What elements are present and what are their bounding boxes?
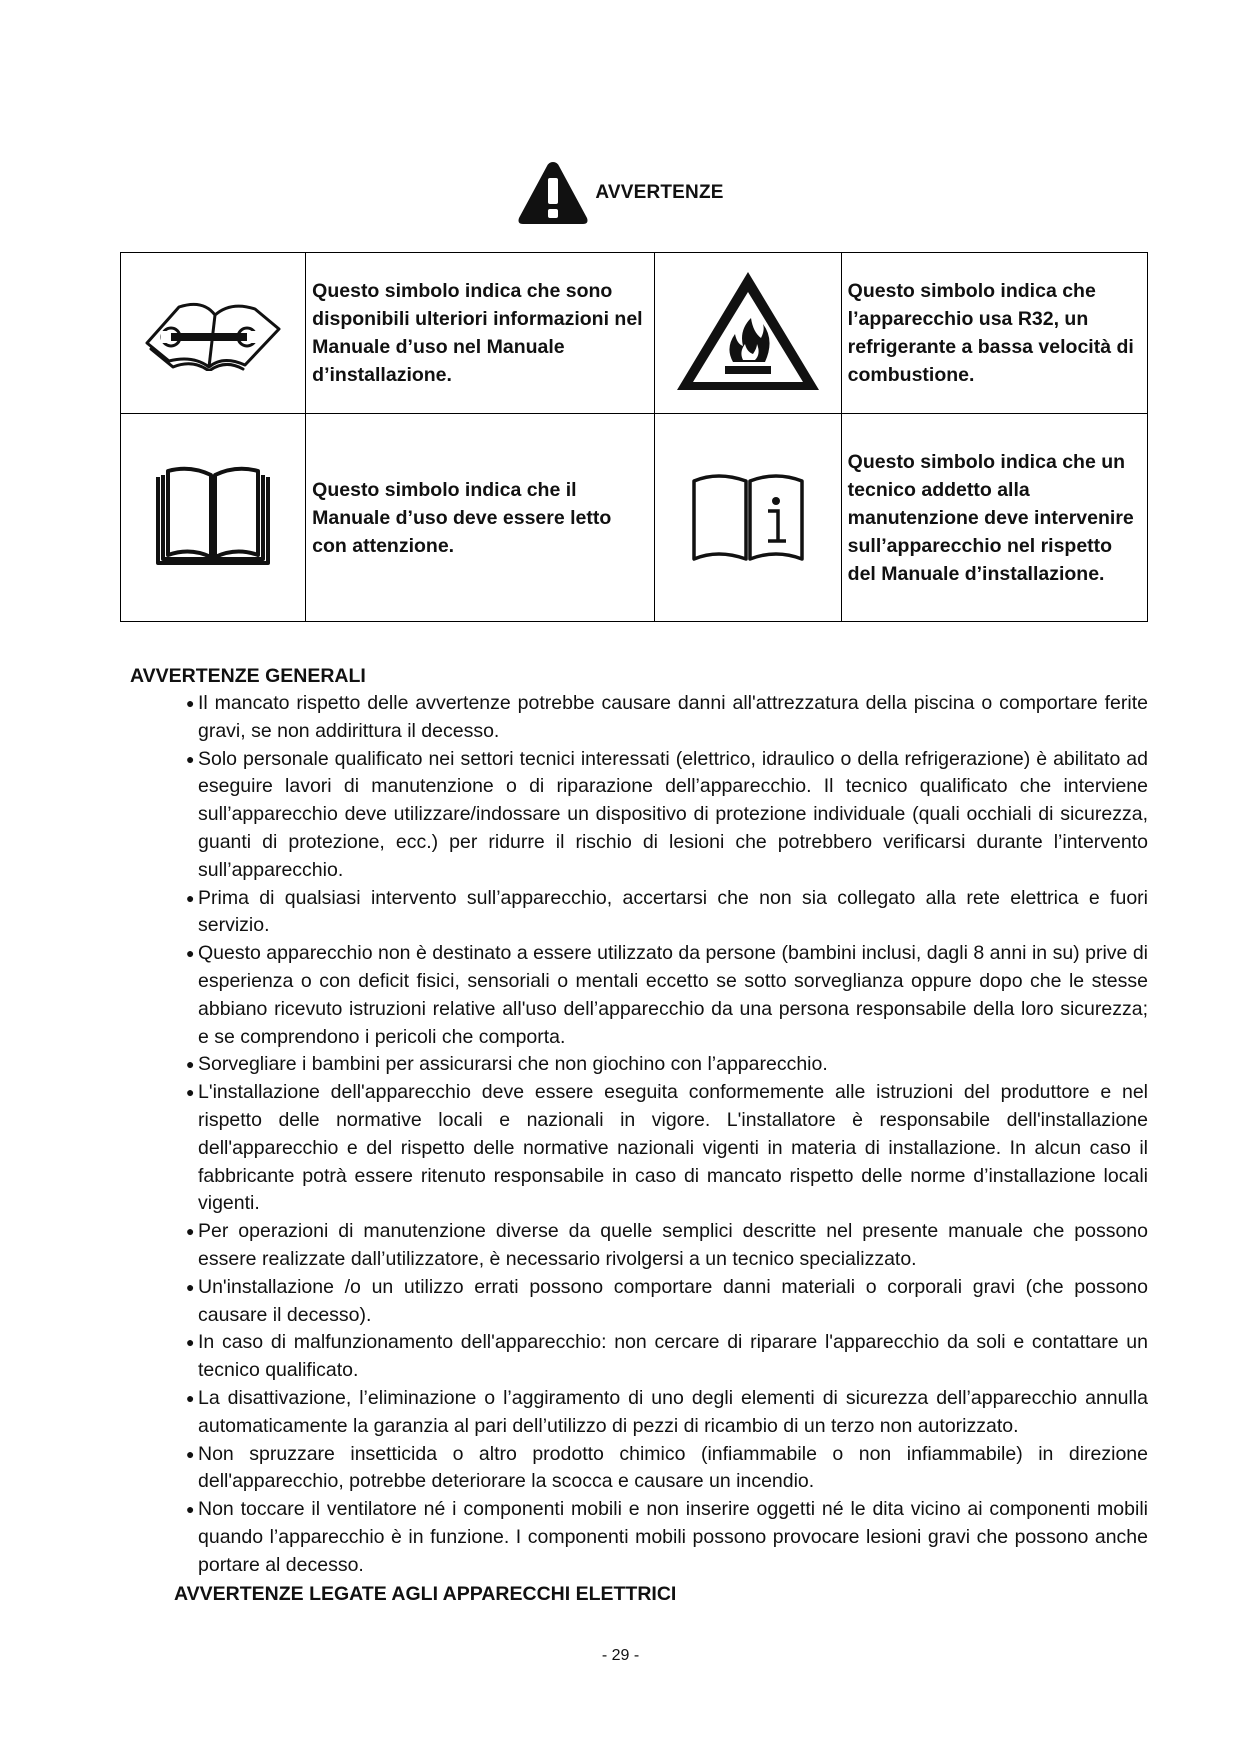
- symbol-cell: [121, 414, 306, 622]
- symbol-description: Questo simbolo indica che il Manuale d’uso deve essere letto con attenzione.: [306, 414, 654, 622]
- section-title: AVVERTENZE GENERALI: [130, 665, 366, 687]
- book-wrench-icon: [143, 291, 283, 371]
- symbol-description: Questo simbolo indica che un tecnico addetto alla manutenzione deve intervenire sull’apparecchio nel rispetto del Manuale d’installazione.: [841, 414, 1147, 622]
- info-manual-icon: [690, 467, 806, 563]
- list-item: ● Il mancato rispetto delle avvertenze potrebbe causare danni all'attrezzatura della piscina o comportare ferite gravi, se non addirittura il decesso.: [186, 692, 1148, 742]
- list-item: ● Non spruzzare insetticida o altro prodotto chimico (infiammabile o non infiammabile) in direzione dell'apparecchio, potrebbe deteriorare la scocca e causare un incendio.: [186, 1442, 1148, 1493]
- list-item: ● In caso di malfunzionamento dell'apparecchio: non cercare di riparare l'apparecchio da soli e contattare un tecnico qualificato.: [186, 1331, 1148, 1382]
- bullet-icon: ●: [186, 1084, 195, 1101]
- page-title: AVVERTENZE: [595, 182, 724, 203]
- list-item: ● Prima di qualsiasi intervento sull’apparecchio, accertarsi che non sia collegato alla rete elettrica e fuori servizio.: [186, 886, 1148, 937]
- bullet-icon: ●: [186, 750, 195, 767]
- list-item: ● Sorvegliare i bambini per assicurarsi che non giochino con l’apparecchio.: [186, 1051, 1148, 1079]
- list-item: ● Questo apparecchio non è destinato a essere utilizzato da persone (bambini inclusi, dagli 8 anni in su) prive di esperienza o con deficit fisici, sensoriali o mentali eccetto se sotto sorveglianza oppure dopo che le stesse abbiano ricevuto istruzioni relative all'uso dell’apparecchio da una persona responsabile della loro sicurezza; e se comprendono i pericoli che comporta.: [186, 942, 1148, 1048]
- bullet-icon: ●: [186, 1278, 195, 1295]
- symbols-row: [121, 253, 1148, 414]
- symbol-cell: [121, 253, 306, 414]
- list-item: ● Per operazioni di manutenzione diverse da quelle semplici descritte nel presente manuale che possono essere realizzate dall’utilizzatore, è necessario rivolgersi a un tecnico specializzato.: [186, 1220, 1148, 1270]
- symbol-cell: [654, 253, 841, 414]
- bullet-icon: ●: [186, 1334, 195, 1351]
- bullet-icon: ●: [186, 1445, 195, 1462]
- symbol-description: Questo simbolo indica che l’apparecchio usa R32, un refrigerante a bassa velocità di combustione.: [841, 253, 1147, 414]
- bullet-icon: ●: [186, 889, 195, 906]
- symbol-description: Questo simbolo indica che sono disponibili ulteriori informazioni nel Manuale d’uso nel Manuale d’installazione.: [306, 253, 654, 414]
- bullet-icon: ●: [186, 1223, 195, 1240]
- bullet-icon: ●: [186, 1501, 195, 1518]
- warnings-list: [130, 690, 1148, 1580]
- bullet-icon: ●: [186, 1389, 195, 1406]
- warning-triangle-icon: [517, 160, 589, 226]
- bullet-icon: ●: [186, 1056, 195, 1073]
- symbols-row: [121, 414, 1148, 622]
- bullet-icon: ●: [186, 945, 195, 962]
- symbols-table: [120, 252, 1148, 622]
- flammable-warning-icon: [673, 268, 823, 394]
- list-item: ● L'installazione dell'apparecchio deve essere eseguita conformemente alle istruzioni del produttore e nel rispetto delle normative locali e nazionali in vigore. L'installatore è responsabile dell'installazione dell'apparecchio e del rispetto delle normative nazionali vigenti in materia di installazione. In alcun caso il fabbricante potrà essere ritenuto responsabile in caso di mancato rispetto delle norme d’installazione locali vigenti.: [186, 1081, 1148, 1215]
- list-item: ● Non toccare il ventilatore né i componenti mobili e non inserire oggetti né le dita vicino ai componenti mobili quando l’apparecchio è in funzione. I componenti mobili possono provocare lesioni gravi che possono anche portare al decesso.: [186, 1498, 1148, 1576]
- list-item: ● La disattivazione, l’eliminazione o l’aggiramento di uno degli elementi di sicurezza dell’apparecchio annulla automaticamente la garanzia al pari dell’utilizzo di pezzi di ricambio di un terzo non autorizzato.: [186, 1386, 1148, 1437]
- page-header: [0, 160, 1241, 226]
- list-item: ● Solo personale qualificato nei settori tecnici interessati (elettrico, idraulico o della refrigerazione) è abilitato ad eseguire lavori di manutenzione o di riparazione dell’apparecchio. Il tecnico qualificato che interviene sull’apparecchio deve utilizzare/indossare un dispositivo di protezione individuale (quali occhiali di sicurezza, guanti di protezione, ecc.) per ridurre il rischio di lesioni che potrebbero verificarsi durante l’intervento sull’apparecchio.: [186, 747, 1148, 881]
- open-manual-icon: [154, 463, 272, 567]
- page-number: - 29 -: [601, 1647, 640, 1664]
- general-warnings-section: [130, 662, 1148, 1608]
- bullet-icon: ●: [186, 695, 195, 711]
- electrical-warnings-title: AVVERTENZE LEGATE AGLI APPARECCHI ELETTRICI: [174, 1582, 677, 1605]
- symbol-cell: [654, 414, 841, 622]
- list-item: ● Un'installazione /o un utilizzo errati possono comportare danni materiali o corporali gravi (che possono causare il decesso).: [186, 1275, 1148, 1326]
